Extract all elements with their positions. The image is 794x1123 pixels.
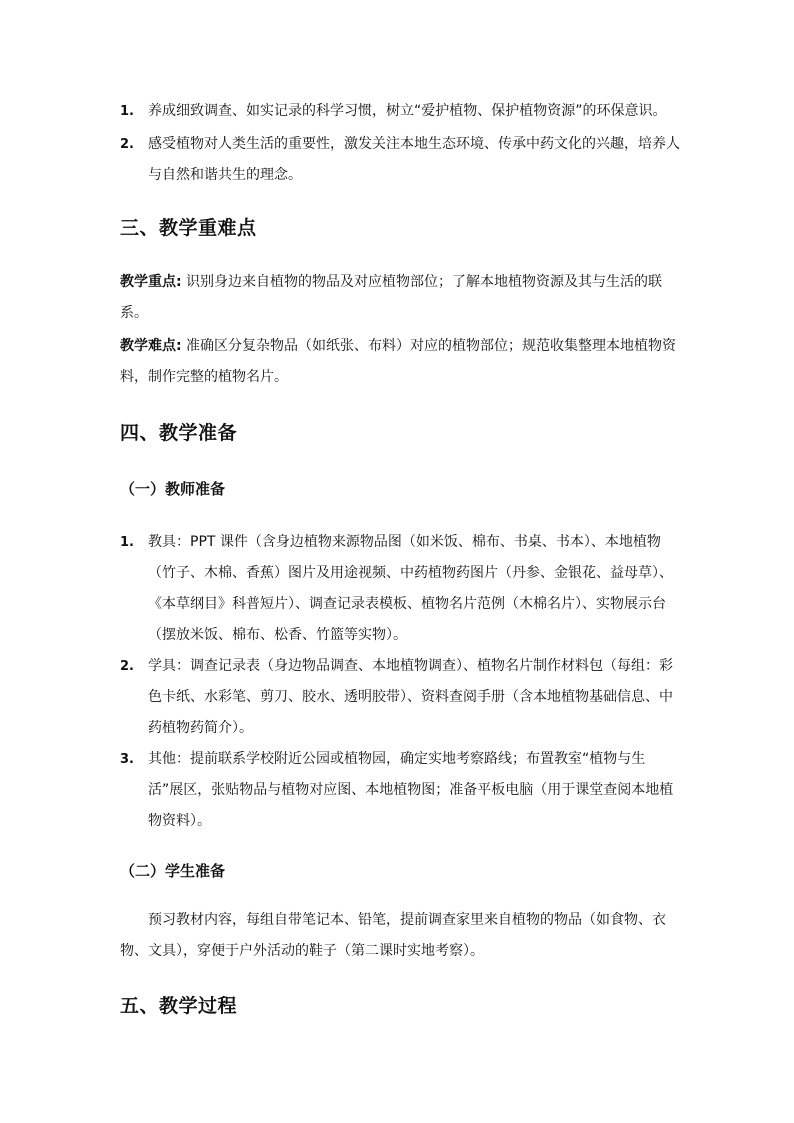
list-text: 学具：调查记录表（身边物品调查、本地植物调查）、植物名片制作材料包（每组：彩色卡纸、水彩笔、剪刀、胶水、透明胶带）、资料查阅手册（含本地植物基础信息、中药植物药简介）。: [148, 658, 673, 736]
list-text: 教具：PPT 课件（含身边植物来源物品图（如米饭、棉布、书桌、书本）、本地植物（竹子、木棉、香蕉）图片及用途视频、中药植物药图片（丹参、金银花、益母草）、《本草纲目》科普短片）、调查记录表模板、植物名片范例（木棉名片）、实物展示台（摆放米饭、棉布、松香、竹篮等实物）。: [148, 534, 673, 643]
document-content: [120, 96, 680, 1021]
list-item: [120, 527, 680, 651]
list-item: [120, 651, 680, 744]
list-item: [120, 96, 680, 127]
list-number: 1.: [120, 104, 134, 119]
goals-list: [120, 96, 680, 191]
student-preparation-paragraph: 预习教材内容，每组自带笔记本、铅笔，提前调查家里来自植物的物品（如食物、衣物、文具），穿便于户外活动的鞋子（第二课时实地考察）。: [120, 912, 666, 959]
key-point-label: 教学重点:: [120, 274, 182, 290]
key-point-paragraph: [120, 267, 680, 329]
key-point-text: 识别身边来自植物的物品及对应植物部位；了解本地植物资源及其与生活的联系。: [120, 274, 663, 321]
list-number: 2.: [120, 659, 134, 674]
subheading-student-preparation: （二）学生准备: [120, 862, 226, 880]
list-item: [120, 129, 680, 191]
teacher-preparation-list: [120, 527, 680, 837]
list-text: 养成细致调查、如实记录的科学习惯，树立“爱护植物、保护植物资源”的环保意识。: [148, 103, 667, 119]
list-number: 2.: [120, 137, 134, 152]
section-heading-preparation: 四、教学准备: [120, 422, 238, 444]
section-heading-key-points: 三、教学重难点: [120, 217, 257, 239]
difficult-point-label: 教学难点:: [120, 338, 182, 354]
list-number: 1.: [120, 535, 134, 550]
subheading-teacher-preparation: （一）教师准备: [120, 480, 226, 498]
section-heading-process: 五、教学过程: [120, 995, 238, 1017]
list-number: 3.: [120, 752, 134, 767]
list-text: 其他：提前联系学校附近公园或植物园，确定实地考察路线；布置教室“植物与生活”展区，张贴物品与植物对应图、本地植物图；准备平板电脑（用于课堂查阅本地植物资料）。: [148, 751, 674, 829]
difficult-point-paragraph: [120, 331, 680, 393]
list-text: 感受植物对人类生活的重要性，激发关注本地生态环境、传承中药文化的兴趣，培养人与自然和谐共生的理念。: [148, 136, 680, 183]
difficult-point-text: 准确区分复杂物品（如纸张、布料）对应的植物部位；规范收集整理本地植物资料，制作完整的植物名片。: [120, 338, 677, 385]
list-item: [120, 744, 680, 837]
